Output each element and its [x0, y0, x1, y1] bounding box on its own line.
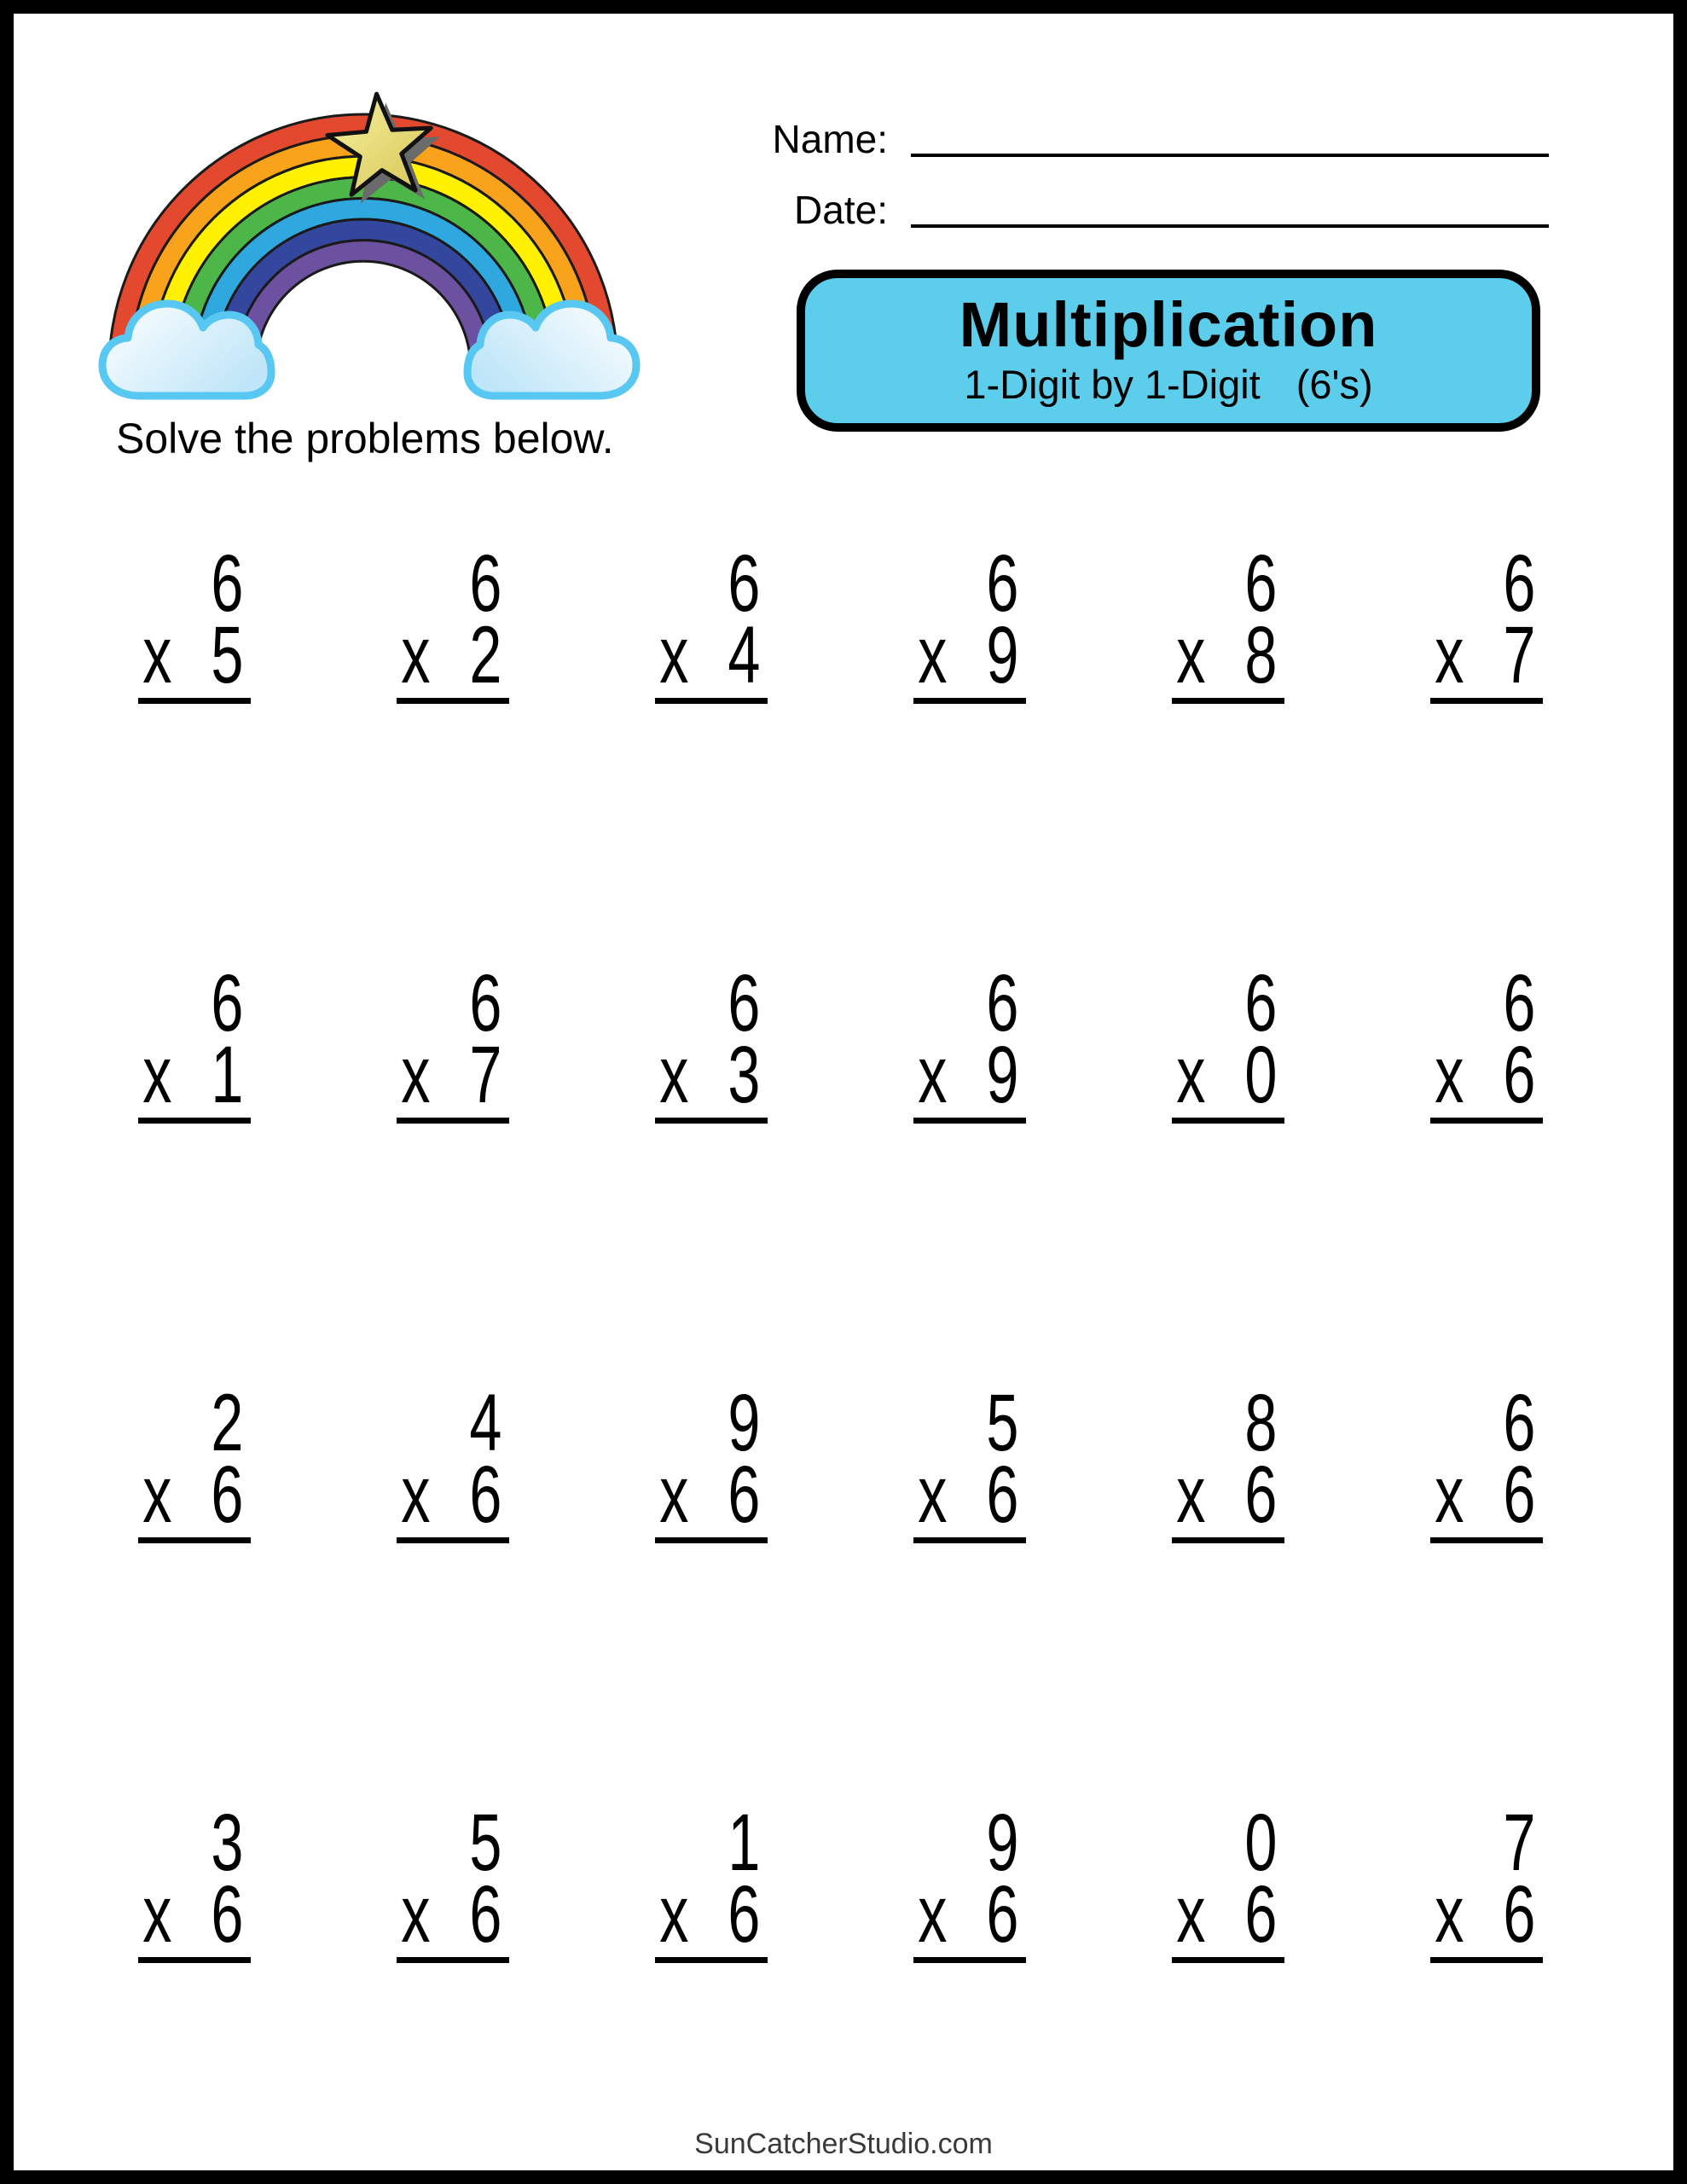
problem	[582, 538, 840, 967]
multiply-operator: x	[142, 1869, 171, 1960]
problem-block	[1430, 1378, 1543, 1543]
date-label: Date:	[794, 188, 888, 232]
multiply-operator: x	[400, 1449, 430, 1540]
problem-text	[658, 1798, 768, 1960]
multiplicand: 6	[468, 538, 501, 629]
problem-block	[1172, 1798, 1284, 1963]
multiplicand: 8	[1244, 1378, 1277, 1468]
subtitle-text: 1-Digit by 1-Digit	[964, 362, 1261, 407]
multiply-operator: x	[142, 1449, 171, 1540]
problem	[1099, 958, 1357, 1387]
multiplier: 6	[1502, 1030, 1535, 1120]
multiplier-row	[917, 610, 1026, 700]
multiplier: 6	[210, 1449, 243, 1540]
problem-block	[397, 538, 509, 704]
multiplier-row	[917, 1869, 1026, 1960]
problem	[323, 1378, 582, 1807]
multiply-operator: x	[400, 1869, 430, 1960]
multiply-operator: x	[917, 1030, 947, 1120]
problem-text	[1175, 538, 1284, 700]
multiplier-row	[658, 1030, 768, 1120]
problem-text	[1175, 958, 1284, 1120]
problems-grid	[65, 538, 1615, 2184]
multiplicand: 6	[727, 538, 760, 629]
footer-site-text: SunCatcherStudio.com	[694, 2128, 993, 2160]
multiplier-row	[142, 1449, 251, 1540]
answer-area[interactable]	[655, 1124, 768, 1252]
problem	[840, 958, 1099, 1387]
multiplier: 6	[985, 1869, 1018, 1960]
multiplier-row	[917, 1449, 1026, 1540]
problem-block	[655, 538, 768, 704]
problem	[1099, 538, 1357, 967]
multiplicand: 6	[985, 958, 1018, 1048]
name-input-line[interactable]	[911, 154, 1549, 157]
answer-area[interactable]	[397, 704, 509, 832]
answer-area[interactable]	[913, 1963, 1026, 2091]
problem	[582, 1378, 840, 1807]
multiply-operator: x	[142, 610, 171, 700]
problem-block	[397, 1798, 509, 1963]
multiplicand: 3	[210, 1798, 243, 1888]
multiplicand: 6	[1244, 958, 1277, 1048]
answer-area[interactable]	[1172, 1543, 1284, 1671]
multiply-operator: x	[1175, 1449, 1205, 1540]
problem-text	[917, 1378, 1026, 1540]
answer-area[interactable]	[397, 1963, 509, 2091]
problem-block	[655, 958, 768, 1124]
multiply-operator: x	[917, 1449, 947, 1540]
answer-area[interactable]	[138, 1124, 251, 1252]
problem-text	[142, 538, 251, 700]
multiplicand: 4	[468, 1378, 501, 1468]
multiplicand: 5	[468, 1798, 501, 1888]
problem	[582, 958, 840, 1387]
problem	[840, 1378, 1099, 1807]
problem-text	[917, 538, 1026, 700]
multiplier: 6	[1244, 1869, 1277, 1960]
problem-block	[655, 1378, 768, 1543]
range-tag: (6's)	[1296, 362, 1373, 407]
multiplicand: 6	[1502, 958, 1535, 1048]
multiplier-row	[1434, 610, 1543, 700]
multiply-operator: x	[1175, 610, 1205, 700]
problem	[840, 538, 1099, 967]
problem	[323, 538, 582, 967]
problem-text	[1175, 1378, 1284, 1540]
answer-area[interactable]	[655, 1543, 768, 1671]
multiplicand: 6	[1502, 538, 1535, 629]
answer-area[interactable]	[1172, 1124, 1284, 1252]
multiply-operator: x	[400, 610, 430, 700]
multiplicand: 6	[210, 958, 243, 1048]
problem-block	[913, 1378, 1026, 1543]
answer-area[interactable]	[397, 1124, 509, 1252]
problem-text	[142, 1798, 251, 1960]
problem-text	[658, 538, 768, 700]
answer-area[interactable]	[655, 704, 768, 832]
multiplier: 6	[468, 1449, 501, 1540]
problem-block	[913, 538, 1026, 704]
answer-area[interactable]	[655, 1963, 768, 2091]
multiplier: 4	[727, 610, 760, 700]
multiply-operator: x	[1175, 1869, 1205, 1960]
problem-block	[1172, 538, 1284, 704]
multiply-operator: x	[1434, 1449, 1464, 1540]
multiplicand: 6	[210, 538, 243, 629]
problem-text	[658, 1378, 768, 1540]
multiplier-row	[142, 610, 251, 700]
multiplier: 7	[1502, 610, 1535, 700]
problem-text	[400, 958, 509, 1120]
problem	[65, 958, 323, 1387]
multiplier-row	[658, 610, 768, 700]
problem-text	[1434, 1798, 1543, 1960]
problem	[1357, 538, 1615, 967]
problem-text	[917, 1798, 1026, 1960]
multiply-operator: x	[917, 610, 947, 700]
multiplicand: 6	[985, 538, 1018, 629]
answer-area[interactable]	[913, 1124, 1026, 1252]
problem	[65, 1378, 323, 1807]
problem-text	[917, 958, 1026, 1120]
multiplier: 6	[727, 1449, 760, 1540]
problem	[65, 538, 323, 967]
multiplicand: 6	[727, 958, 760, 1048]
multiplier-row	[400, 1449, 509, 1540]
problem-block	[913, 1798, 1026, 1963]
multiplier: 6	[1502, 1869, 1535, 1960]
multiplicand: 5	[985, 1378, 1018, 1468]
multiplicand: 6	[1502, 1378, 1535, 1468]
multiplicand: 6	[468, 958, 501, 1048]
multiplicand: 6	[1244, 538, 1277, 629]
multiply-operator: x	[658, 1449, 688, 1540]
multiplier-row	[1434, 1030, 1543, 1120]
problem-block	[913, 958, 1026, 1124]
problem-block	[1430, 1798, 1543, 1963]
problem-block	[138, 958, 251, 1124]
answer-area[interactable]	[1172, 1963, 1284, 2091]
multiply-operator: x	[400, 1030, 430, 1120]
problem-text	[658, 958, 768, 1120]
problem	[323, 958, 582, 1387]
multiplier: 8	[1244, 610, 1277, 700]
rainbow-illustration	[92, 78, 646, 411]
date-input-line[interactable]	[911, 224, 1549, 228]
multiplier: 3	[727, 1030, 760, 1120]
multiplier: 6	[1244, 1449, 1277, 1540]
answer-area[interactable]	[913, 1543, 1026, 1671]
multiplier-row	[1175, 1449, 1284, 1540]
multiply-operator: x	[1175, 1030, 1205, 1120]
answer-area[interactable]	[138, 1543, 251, 1671]
worksheet-title-box	[797, 270, 1540, 432]
problem-block	[138, 538, 251, 704]
problem-block	[1172, 1378, 1284, 1543]
answer-area[interactable]	[1430, 1124, 1543, 1252]
answer-area[interactable]	[1172, 704, 1284, 832]
multiplier-row	[1175, 1869, 1284, 1960]
multiply-operator: x	[1434, 1869, 1464, 1960]
multiplicand: 0	[1244, 1798, 1277, 1888]
problem	[1099, 1378, 1357, 1807]
multiply-operator: x	[142, 1030, 171, 1120]
worksheet-subtitle	[805, 363, 1532, 406]
multiplier-row	[400, 1030, 509, 1120]
problem-block	[1430, 538, 1543, 704]
problem-block	[138, 1378, 251, 1543]
multiply-operator: x	[658, 1030, 688, 1120]
problem-text	[1434, 1378, 1543, 1540]
multiplier-row	[1434, 1449, 1543, 1540]
multiply-operator: x	[658, 610, 688, 700]
multiply-operator: x	[1434, 1030, 1464, 1120]
multiplier-row	[142, 1869, 251, 1960]
problem-text	[400, 538, 509, 700]
problem-text	[1175, 1798, 1284, 1960]
multiplier-row	[658, 1449, 768, 1540]
problem-block	[1172, 958, 1284, 1124]
instruction-text: Solve the problems below.	[116, 415, 614, 462]
multiplier: 6	[985, 1449, 1018, 1540]
problem-block	[397, 1378, 509, 1543]
name-label: Name:	[772, 117, 888, 161]
multiplier-row	[1175, 610, 1284, 700]
multiplier: 6	[210, 1869, 243, 1960]
answer-area[interactable]	[138, 704, 251, 832]
multiplicand: 9	[727, 1378, 760, 1468]
answer-area[interactable]	[1430, 704, 1543, 832]
problem-block	[397, 958, 509, 1124]
problem-text	[142, 1378, 251, 1540]
answer-area[interactable]	[138, 1963, 251, 2091]
multiplier-row	[400, 1869, 509, 1960]
multiplicand: 1	[727, 1798, 760, 1888]
multiply-operator: x	[917, 1869, 947, 1960]
answer-area[interactable]	[1430, 1543, 1543, 1671]
multiplier: 5	[210, 610, 243, 700]
multiplicand: 2	[210, 1378, 243, 1468]
multiplier-row	[658, 1869, 768, 1960]
problem-block	[138, 1798, 251, 1963]
multiplier: 0	[1244, 1030, 1277, 1120]
multiplier: 1	[210, 1030, 243, 1120]
multiply-operator: x	[658, 1869, 688, 1960]
multiplier: 7	[468, 1030, 501, 1120]
multiply-operator: x	[1434, 610, 1464, 700]
problem	[1357, 958, 1615, 1387]
answer-area[interactable]	[1430, 1963, 1543, 2091]
multiplier-row	[1175, 1030, 1284, 1120]
worksheet-title: Multiplication	[959, 289, 1378, 360]
problem-block	[1430, 958, 1543, 1124]
problem-text	[400, 1798, 509, 1960]
multiplier: 6	[727, 1869, 760, 1960]
multiplier: 2	[468, 610, 501, 700]
multiplier: 6	[1502, 1449, 1535, 1540]
multiplier-row	[142, 1030, 251, 1120]
multiplicand: 7	[1502, 1798, 1535, 1888]
problem	[1357, 1378, 1615, 1807]
answer-area[interactable]	[397, 1543, 509, 1671]
multiplier-row	[917, 1030, 1026, 1120]
answer-area[interactable]	[913, 704, 1026, 832]
multiplier: 6	[468, 1869, 501, 1960]
multiplicand: 9	[985, 1798, 1018, 1888]
problem-text	[1434, 958, 1543, 1120]
multiplier-row	[1434, 1869, 1543, 1960]
multiplier: 9	[985, 610, 1018, 700]
problem-text	[400, 1378, 509, 1540]
problem-block	[655, 1798, 768, 1963]
multiplier: 9	[985, 1030, 1018, 1120]
multiplier-row	[400, 610, 509, 700]
problem-text	[1434, 538, 1543, 700]
problem-text	[142, 958, 251, 1120]
